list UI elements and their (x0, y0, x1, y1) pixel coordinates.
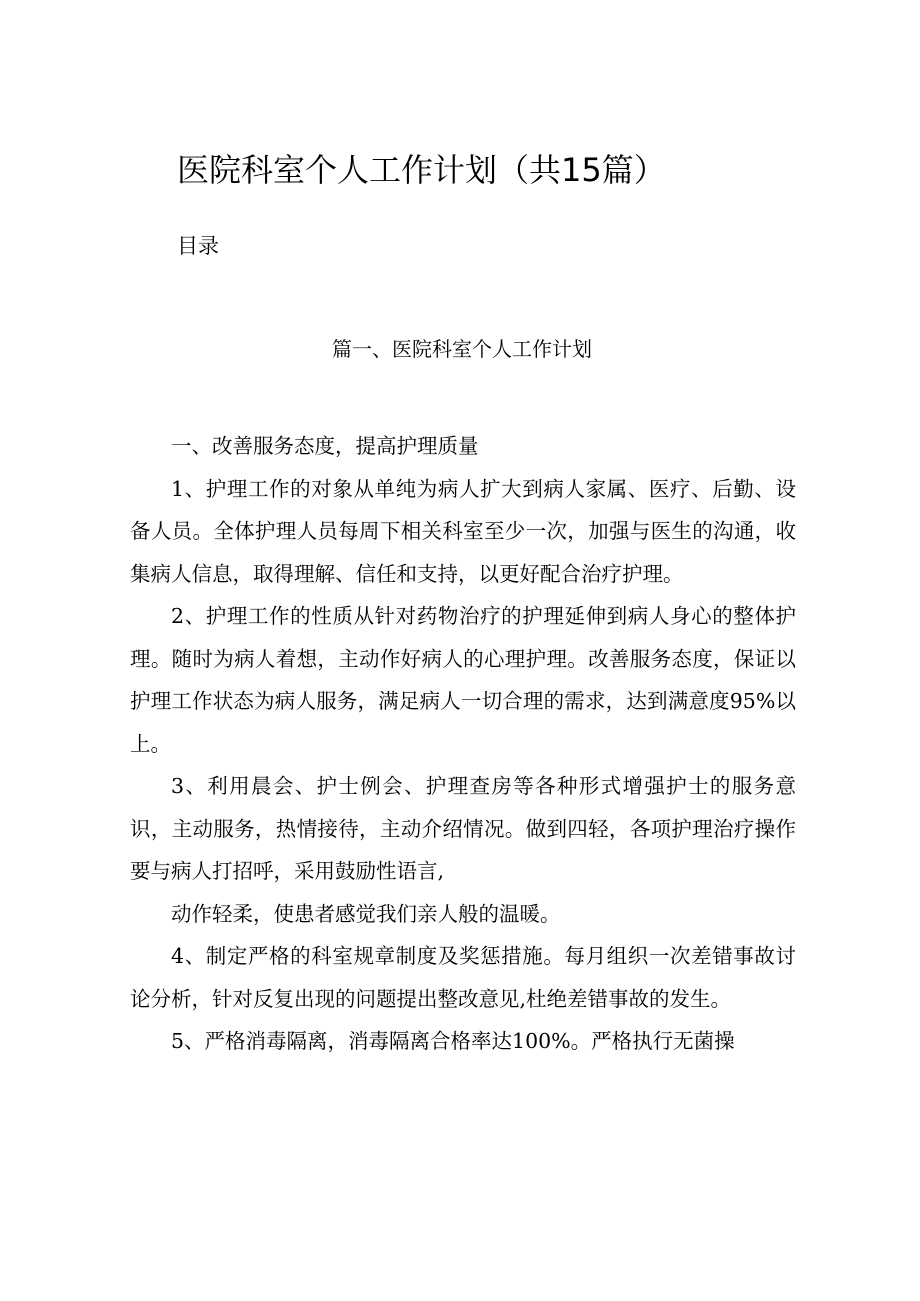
paragraph-item-3-continued: 动作轻柔，使患者感觉我们亲人般的温暖。 (171, 901, 561, 926)
body-text (130, 425, 796, 1063)
paragraph-item-2: 2、护理工作的性质从针对药物治疗的护理延伸到病人身心的整体护理。随时为病人着想，主动作好病人的心理护理。改善服务态度，保证以护理工作状态为病人服务，满足病人一切合理的需求，达到满意度95%以上。 (130, 604, 796, 756)
document-title: 医院科室个人工作计划（共15篇） (177, 151, 666, 189)
table-of-contents-label: 目录 (177, 234, 219, 258)
paragraph-item-3: 3、利用晨会、护士例会、护理查房等各种形式增强护士的服务意识，主动服务，热情接待，主动介绍情况。做到四轻，各项护理治疗操作要与病人打招呼，采用鼓励性语言, (130, 774, 796, 883)
paragraph-item-4: 4、制定严格的科室规章制度及奖惩措施。每月组织一次差错事故讨论分析，针对反复出现的问题提出整改意见,杜绝差错事故的发生。 (130, 944, 796, 1011)
chapter-heading: 篇一、医院科室个人工作计划 (332, 337, 592, 361)
paragraph-item-5: 5、严格消毒隔离，消毒隔离合格率达100%。严格执行无菌操 (171, 1029, 735, 1053)
paragraph-item-1: 1、护理工作的对象从单纯为病人扩大到病人家属、医疗、后勤、设备人员。全体护理人员每周下相关科室至少一次，加强与医生的沟通，收集病人信息，取得理解、信任和支持，以更好配合治疗护理。 (130, 476, 796, 586)
section-heading: 一、改善服务态度，提高护理质量 (171, 434, 479, 458)
